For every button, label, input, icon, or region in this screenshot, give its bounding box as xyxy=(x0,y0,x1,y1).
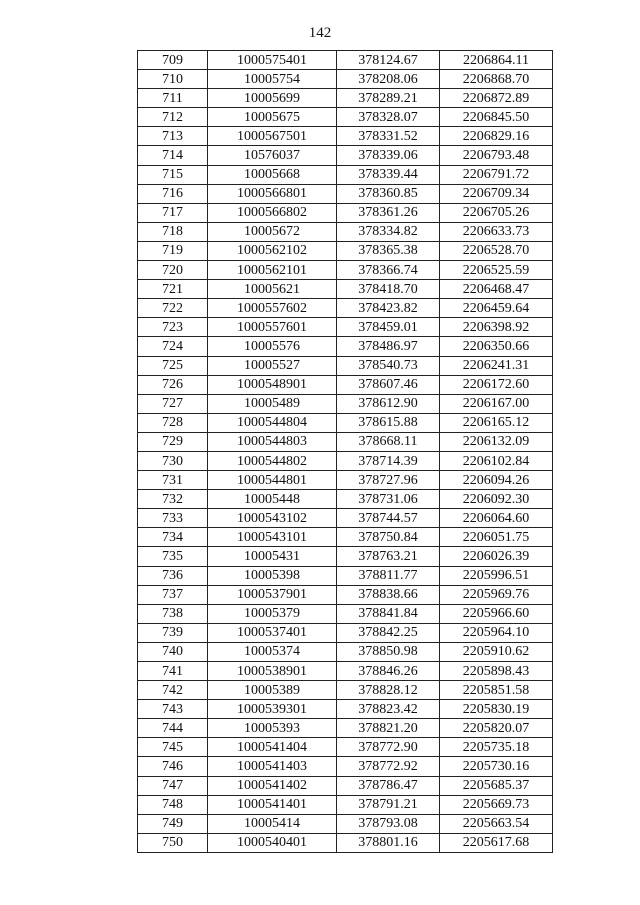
point-id-cell: 10005489 xyxy=(208,394,337,413)
y-coordinate-cell: 2206167.00 xyxy=(440,394,553,413)
y-coordinate-cell: 2205735.18 xyxy=(440,738,553,757)
point-id-cell: 10005374 xyxy=(208,642,337,661)
x-coordinate-cell: 378846.26 xyxy=(337,662,440,681)
row-number-cell: 713 xyxy=(138,127,208,146)
table-row xyxy=(138,719,553,738)
y-coordinate-cell: 2206633.73 xyxy=(440,222,553,241)
x-coordinate-cell: 378828.12 xyxy=(337,681,440,700)
point-id-cell: 10005389 xyxy=(208,681,337,700)
row-number-cell: 710 xyxy=(138,70,208,89)
x-coordinate-cell: 378607.46 xyxy=(337,375,440,394)
point-id-cell: 10005431 xyxy=(208,547,337,566)
point-id-cell: 10005672 xyxy=(208,222,337,241)
point-id-cell: 1000541404 xyxy=(208,738,337,757)
point-id-cell: 1000562101 xyxy=(208,261,337,280)
point-id-cell: 1000566802 xyxy=(208,203,337,222)
y-coordinate-cell: 2206459.64 xyxy=(440,299,553,318)
coordinates-table xyxy=(137,50,553,853)
x-coordinate-cell: 378361.26 xyxy=(337,203,440,222)
point-id-cell: 10005393 xyxy=(208,719,337,738)
row-number-cell: 747 xyxy=(138,776,208,795)
table-body xyxy=(138,51,553,853)
row-number-cell: 729 xyxy=(138,432,208,451)
row-number-cell: 735 xyxy=(138,547,208,566)
point-id-cell: 1000537901 xyxy=(208,585,337,604)
point-id-cell: 10005675 xyxy=(208,108,337,127)
row-number-cell: 733 xyxy=(138,509,208,528)
table-row xyxy=(138,642,553,661)
y-coordinate-cell: 2205830.19 xyxy=(440,700,553,719)
row-number-cell: 734 xyxy=(138,528,208,547)
table-row xyxy=(138,184,553,203)
y-coordinate-cell: 2206793.48 xyxy=(440,146,553,165)
y-coordinate-cell: 2206829.16 xyxy=(440,127,553,146)
table-row xyxy=(138,280,553,299)
point-id-cell: 1000541402 xyxy=(208,776,337,795)
table-row xyxy=(138,241,553,260)
point-id-cell: 1000557602 xyxy=(208,299,337,318)
point-id-cell: 10005576 xyxy=(208,337,337,356)
point-id-cell: 10005754 xyxy=(208,70,337,89)
table-row xyxy=(138,108,553,127)
table-row xyxy=(138,814,553,833)
x-coordinate-cell: 378821.20 xyxy=(337,719,440,738)
row-number-cell: 722 xyxy=(138,299,208,318)
x-coordinate-cell: 378328.07 xyxy=(337,108,440,127)
y-coordinate-cell: 2206172.60 xyxy=(440,375,553,394)
x-coordinate-cell: 378801.16 xyxy=(337,833,440,852)
y-coordinate-cell: 2205669.73 xyxy=(440,795,553,814)
row-number-cell: 714 xyxy=(138,146,208,165)
x-coordinate-cell: 378459.01 xyxy=(337,318,440,337)
y-coordinate-cell: 2205730.16 xyxy=(440,757,553,776)
table-row xyxy=(138,585,553,604)
point-id-cell: 1000548901 xyxy=(208,375,337,394)
y-coordinate-cell: 2206165.12 xyxy=(440,413,553,432)
y-coordinate-cell: 2206525.59 xyxy=(440,261,553,280)
row-number-cell: 728 xyxy=(138,413,208,432)
x-coordinate-cell: 378838.66 xyxy=(337,585,440,604)
y-coordinate-cell: 2206528.70 xyxy=(440,241,553,260)
row-number-cell: 717 xyxy=(138,203,208,222)
table-row xyxy=(138,776,553,795)
point-id-cell: 1000538901 xyxy=(208,662,337,681)
y-coordinate-cell: 2205910.62 xyxy=(440,642,553,661)
row-number-cell: 732 xyxy=(138,490,208,509)
point-id-cell: 1000557601 xyxy=(208,318,337,337)
table-row xyxy=(138,623,553,642)
table-row xyxy=(138,146,553,165)
y-coordinate-cell: 2206864.11 xyxy=(440,51,553,70)
x-coordinate-cell: 378823.42 xyxy=(337,700,440,719)
y-coordinate-cell: 2205617.68 xyxy=(440,833,553,852)
x-coordinate-cell: 378793.08 xyxy=(337,814,440,833)
x-coordinate-cell: 378772.90 xyxy=(337,738,440,757)
point-id-cell: 10005621 xyxy=(208,280,337,299)
row-number-cell: 725 xyxy=(138,356,208,375)
y-coordinate-cell: 2205966.60 xyxy=(440,604,553,623)
y-coordinate-cell: 2205898.43 xyxy=(440,662,553,681)
y-coordinate-cell: 2206064.60 xyxy=(440,509,553,528)
point-id-cell: 10005699 xyxy=(208,89,337,108)
row-number-cell: 740 xyxy=(138,642,208,661)
x-coordinate-cell: 378208.06 xyxy=(337,70,440,89)
row-number-cell: 745 xyxy=(138,738,208,757)
y-coordinate-cell: 2206102.84 xyxy=(440,451,553,470)
x-coordinate-cell: 378334.82 xyxy=(337,222,440,241)
y-coordinate-cell: 2206872.89 xyxy=(440,89,553,108)
x-coordinate-cell: 378750.84 xyxy=(337,528,440,547)
x-coordinate-cell: 378423.82 xyxy=(337,299,440,318)
row-number-cell: 742 xyxy=(138,681,208,700)
point-id-cell: 10005448 xyxy=(208,490,337,509)
row-number-cell: 723 xyxy=(138,318,208,337)
table-row xyxy=(138,375,553,394)
point-id-cell: 1000539301 xyxy=(208,700,337,719)
point-id-cell: 1000544802 xyxy=(208,451,337,470)
table-row xyxy=(138,203,553,222)
row-number-cell: 741 xyxy=(138,662,208,681)
y-coordinate-cell: 2205969.76 xyxy=(440,585,553,604)
point-id-cell: 1000544804 xyxy=(208,413,337,432)
x-coordinate-cell: 378744.57 xyxy=(337,509,440,528)
point-id-cell: 10005668 xyxy=(208,165,337,184)
y-coordinate-cell: 2206709.34 xyxy=(440,184,553,203)
table-row xyxy=(138,222,553,241)
table-row xyxy=(138,757,553,776)
point-id-cell: 10005527 xyxy=(208,356,337,375)
x-coordinate-cell: 378365.38 xyxy=(337,241,440,260)
table-row xyxy=(138,451,553,470)
y-coordinate-cell: 2205996.51 xyxy=(440,566,553,585)
table-row xyxy=(138,299,553,318)
y-coordinate-cell: 2206791.72 xyxy=(440,165,553,184)
x-coordinate-cell: 378714.39 xyxy=(337,451,440,470)
y-coordinate-cell: 2206350.66 xyxy=(440,337,553,356)
row-number-cell: 711 xyxy=(138,89,208,108)
x-coordinate-cell: 378289.21 xyxy=(337,89,440,108)
table-row xyxy=(138,261,553,280)
row-number-cell: 730 xyxy=(138,451,208,470)
row-number-cell: 746 xyxy=(138,757,208,776)
table-row xyxy=(138,394,553,413)
y-coordinate-cell: 2206468.47 xyxy=(440,280,553,299)
row-number-cell: 744 xyxy=(138,719,208,738)
y-coordinate-cell: 2205663.54 xyxy=(440,814,553,833)
x-coordinate-cell: 378811.77 xyxy=(337,566,440,585)
point-id-cell: 1000543102 xyxy=(208,509,337,528)
x-coordinate-cell: 378540.73 xyxy=(337,356,440,375)
row-number-cell: 736 xyxy=(138,566,208,585)
table-row xyxy=(138,356,553,375)
point-id-cell: 1000541401 xyxy=(208,795,337,814)
y-coordinate-cell: 2206092.30 xyxy=(440,490,553,509)
row-number-cell: 748 xyxy=(138,795,208,814)
table-row xyxy=(138,681,553,700)
point-id-cell: 1000575401 xyxy=(208,51,337,70)
row-number-cell: 739 xyxy=(138,623,208,642)
point-id-cell: 1000543101 xyxy=(208,528,337,547)
y-coordinate-cell: 2206868.70 xyxy=(440,70,553,89)
y-coordinate-cell: 2205851.58 xyxy=(440,681,553,700)
point-id-cell: 10005414 xyxy=(208,814,337,833)
table-row xyxy=(138,89,553,108)
point-id-cell: 1000540401 xyxy=(208,833,337,852)
row-number-cell: 750 xyxy=(138,833,208,852)
row-number-cell: 718 xyxy=(138,222,208,241)
point-id-cell: 10576037 xyxy=(208,146,337,165)
x-coordinate-cell: 378124.67 xyxy=(337,51,440,70)
y-coordinate-cell: 2206241.31 xyxy=(440,356,553,375)
y-coordinate-cell: 2206051.75 xyxy=(440,528,553,547)
x-coordinate-cell: 378668.11 xyxy=(337,432,440,451)
row-number-cell: 731 xyxy=(138,471,208,490)
row-number-cell: 743 xyxy=(138,700,208,719)
y-coordinate-cell: 2206705.26 xyxy=(440,203,553,222)
table-row xyxy=(138,318,553,337)
table-row xyxy=(138,604,553,623)
y-coordinate-cell: 2206398.92 xyxy=(440,318,553,337)
y-coordinate-cell: 2205685.37 xyxy=(440,776,553,795)
x-coordinate-cell: 378360.85 xyxy=(337,184,440,203)
table-row xyxy=(138,490,553,509)
y-coordinate-cell: 2206845.50 xyxy=(440,108,553,127)
y-coordinate-cell: 2205820.07 xyxy=(440,719,553,738)
row-number-cell: 720 xyxy=(138,261,208,280)
point-id-cell: 1000544803 xyxy=(208,432,337,451)
x-coordinate-cell: 378486.97 xyxy=(337,337,440,356)
table-row xyxy=(138,833,553,852)
row-number-cell: 727 xyxy=(138,394,208,413)
point-id-cell: 10005398 xyxy=(208,566,337,585)
table-row xyxy=(138,51,553,70)
table-row xyxy=(138,127,553,146)
x-coordinate-cell: 378727.96 xyxy=(337,471,440,490)
table-row xyxy=(138,528,553,547)
point-id-cell: 1000562102 xyxy=(208,241,337,260)
row-number-cell: 737 xyxy=(138,585,208,604)
y-coordinate-cell: 2206094.26 xyxy=(440,471,553,490)
table-row xyxy=(138,337,553,356)
row-number-cell: 709 xyxy=(138,51,208,70)
table-row xyxy=(138,70,553,89)
y-coordinate-cell: 2206026.39 xyxy=(440,547,553,566)
table-row xyxy=(138,547,553,566)
x-coordinate-cell: 378339.44 xyxy=(337,165,440,184)
point-id-cell: 1000567501 xyxy=(208,127,337,146)
table-row xyxy=(138,413,553,432)
row-number-cell: 716 xyxy=(138,184,208,203)
point-id-cell: 1000566801 xyxy=(208,184,337,203)
table-row xyxy=(138,662,553,681)
point-id-cell: 1000544801 xyxy=(208,471,337,490)
table-row xyxy=(138,509,553,528)
row-number-cell: 749 xyxy=(138,814,208,833)
row-number-cell: 724 xyxy=(138,337,208,356)
row-number-cell: 721 xyxy=(138,280,208,299)
x-coordinate-cell: 378612.90 xyxy=(337,394,440,413)
row-number-cell: 715 xyxy=(138,165,208,184)
table-row xyxy=(138,795,553,814)
table-row xyxy=(138,432,553,451)
point-id-cell: 1000537401 xyxy=(208,623,337,642)
row-number-cell: 738 xyxy=(138,604,208,623)
x-coordinate-cell: 378366.74 xyxy=(337,261,440,280)
x-coordinate-cell: 378841.84 xyxy=(337,604,440,623)
table-row xyxy=(138,566,553,585)
x-coordinate-cell: 378331.52 xyxy=(337,127,440,146)
x-coordinate-cell: 378850.98 xyxy=(337,642,440,661)
row-number-cell: 726 xyxy=(138,375,208,394)
table-row xyxy=(138,165,553,184)
point-id-cell: 1000541403 xyxy=(208,757,337,776)
x-coordinate-cell: 378842.25 xyxy=(337,623,440,642)
y-coordinate-cell: 2205964.10 xyxy=(440,623,553,642)
table-row xyxy=(138,738,553,757)
table-row xyxy=(138,700,553,719)
point-id-cell: 10005379 xyxy=(208,604,337,623)
x-coordinate-cell: 378772.92 xyxy=(337,757,440,776)
row-number-cell: 719 xyxy=(138,241,208,260)
row-number-cell: 712 xyxy=(138,108,208,127)
x-coordinate-cell: 378418.70 xyxy=(337,280,440,299)
x-coordinate-cell: 378339.06 xyxy=(337,146,440,165)
table-row xyxy=(138,471,553,490)
x-coordinate-cell: 378615.88 xyxy=(337,413,440,432)
x-coordinate-cell: 378786.47 xyxy=(337,776,440,795)
page-number: 142 xyxy=(308,25,332,41)
x-coordinate-cell: 378791.21 xyxy=(337,795,440,814)
x-coordinate-cell: 378763.21 xyxy=(337,547,440,566)
x-coordinate-cell: 378731.06 xyxy=(337,490,440,509)
y-coordinate-cell: 2206132.09 xyxy=(440,432,553,451)
